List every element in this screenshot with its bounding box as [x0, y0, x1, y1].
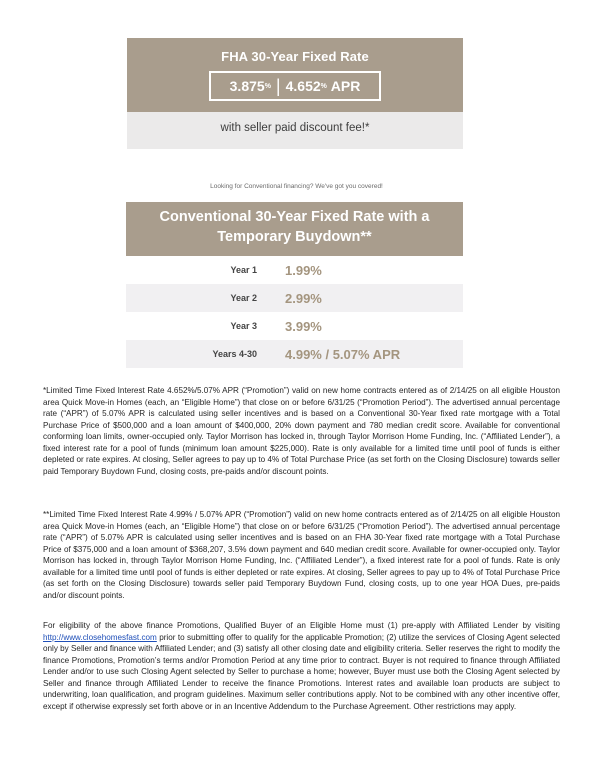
conventional-note: Looking for Conventional financing? We've got you covered! — [210, 183, 383, 190]
rate-row-label: Year 3 — [230, 321, 257, 331]
rate-row-label: Year 1 — [230, 265, 257, 275]
disclaimer-eligibility — [43, 620, 560, 712]
rate-row-value: 2.99% — [285, 290, 322, 306]
rate-row-value: 4.99% / 5.07% APR — [285, 346, 401, 362]
disclaimer-conventional: *Limited Time Fixed Interest Rate 4.652%/5.07% APR (“Promotion”) valid on new home contracts entered as of 2/14/25 on all eligible Houston area Quick Move-in Homes (each, an “Eligible Home”) that close on or before 6/31/25 (“Promotion Period”). The advertised annual percentage rate (“APR”) of 5.07% APR is calculated using seller incentives and is based on a Conventional 30-Year fixed rate mortgage with a Total Purchase Price of $500,000 and a loan amount of $400,000, 20% down payment and 780 median credit score. Available for conventional conforming loan limits, owner-occupied only. Taylor Morrison has locked in, through Taylor Morrison Home Funding, Inc. (“Affiliated Lender”), a fixed interest rate for a pool of funds (minimum loan amount $225,000). Rate is only available for a limited time until pool of funds is either depleted or rate expires. At closing, Seller agrees to pay up to 4% of Total Purchase Price (as set forth on the Closing Disclosure) towards seller paid Temporary Buydown Fund, closing costs, pre-paids and/or discount points. — [43, 386, 560, 476]
fha-rate: 3.875 — [229, 78, 265, 94]
rate-row-value: 1.99% — [285, 262, 322, 278]
fha-title: FHA 30-Year Fixed Rate — [221, 49, 369, 64]
rate-row-label: Year 2 — [230, 293, 257, 303]
fha-rate-card — [127, 38, 463, 149]
rate-row-label: Years 4-30 — [212, 349, 257, 359]
conventional-title-line1: Conventional 30-Year Fixed Rate with a — [159, 209, 430, 225]
fha-apr-label: APR — [330, 78, 361, 94]
fha-separator: | — [275, 75, 281, 96]
fha-rate-box — [209, 71, 381, 101]
eligibility-text-start: For eligibility of the above finance Promotions, Qualified Buyer of an Eligible Home must (1) pre-apply with Affiliated Lender by visiting — [43, 621, 560, 630]
conventional-title-line2: Temporary Buydown** — [217, 229, 372, 245]
rate-row-years-4-30 — [126, 340, 463, 368]
fha-subtitle: with seller paid discount fee!* — [220, 122, 370, 134]
disclaimer-fha: **Limited Time Fixed Interest Rate 4.99% / 5.07% APR (“Promotion”) valid on new home contracts entered as of 2/14/25 on all eligible Houston area Quick Move-in Homes (each, an “Eligible Home”) that close on or before 6/31/25 (“Promotion Period”). The advertised annual percentage rate (“APR”) of 5.07% APR is calculated using seller incentives and is based on an FHA 30-Year fixed rate mortgage with a Total Purchase Price of $375,000 and a loan amount of $368,207, 3.5% down payment and 640 median credit score. Available for owner-occupied only. Taylor Morrison has locked in, through Taylor Morrison Home Funding, Inc. (“Affiliated Lender”), a fixed interest rate for a pool of funds. Rate is only available for a limited time until pool of funds is either depleted or rate expires. At closing, Seller agrees to pay up to 4% of Total Purchase Price (as set forth on the Closing Disclosure) towards seller paid Temporary Buydown Fund, closing costs, up to one year HOA Dues, pre-paids and/or discount points. — [43, 510, 560, 600]
rate-row-year-3 — [126, 312, 463, 340]
fha-apr: 4.652 — [285, 78, 321, 94]
rate-row-value: 3.99% — [285, 318, 322, 334]
closehomesfast-link[interactable]: http://www.closehomesfast.com — [43, 632, 157, 642]
conventional-header — [126, 202, 463, 256]
fha-rate-percent: % — [264, 82, 271, 90]
eligibility-text-end: prior to submitting offer to qualify for the applicable Promotion; (2) utilize the services of Closing Agent selected only by Seller and finance with Affiliated Lender; and (3) satisfy all other closing date and eligibility criteria. Seller reserves the right to modify the finance Promotions, Promotion’s terms and/or Promotion Period at any time prior to contract. Buyer is not required to finance through Affiliated Lender and/or to use such Closing Agent selected by Seller to purchase a home; however, Buyer must use both the Closing Agent selected by Seller and finance through Affiliated Lender to receive the finance Promotions. Interest rates and available loan products are subject to underwriting, loan qualification, and program guidelines. Maximum seller contributions apply. Not to be combined with any other incentive offer, except if otherwise expressly set forth above or in an Incentive Addendum to the Purchase Agreement. Other restrictions may apply. — [43, 632, 560, 711]
fha-apr-percent: % — [320, 82, 327, 90]
rate-row-year-1 — [126, 256, 463, 284]
rate-row-year-2 — [126, 284, 463, 312]
conventional-rate-card — [126, 202, 463, 368]
fha-header — [127, 38, 463, 112]
